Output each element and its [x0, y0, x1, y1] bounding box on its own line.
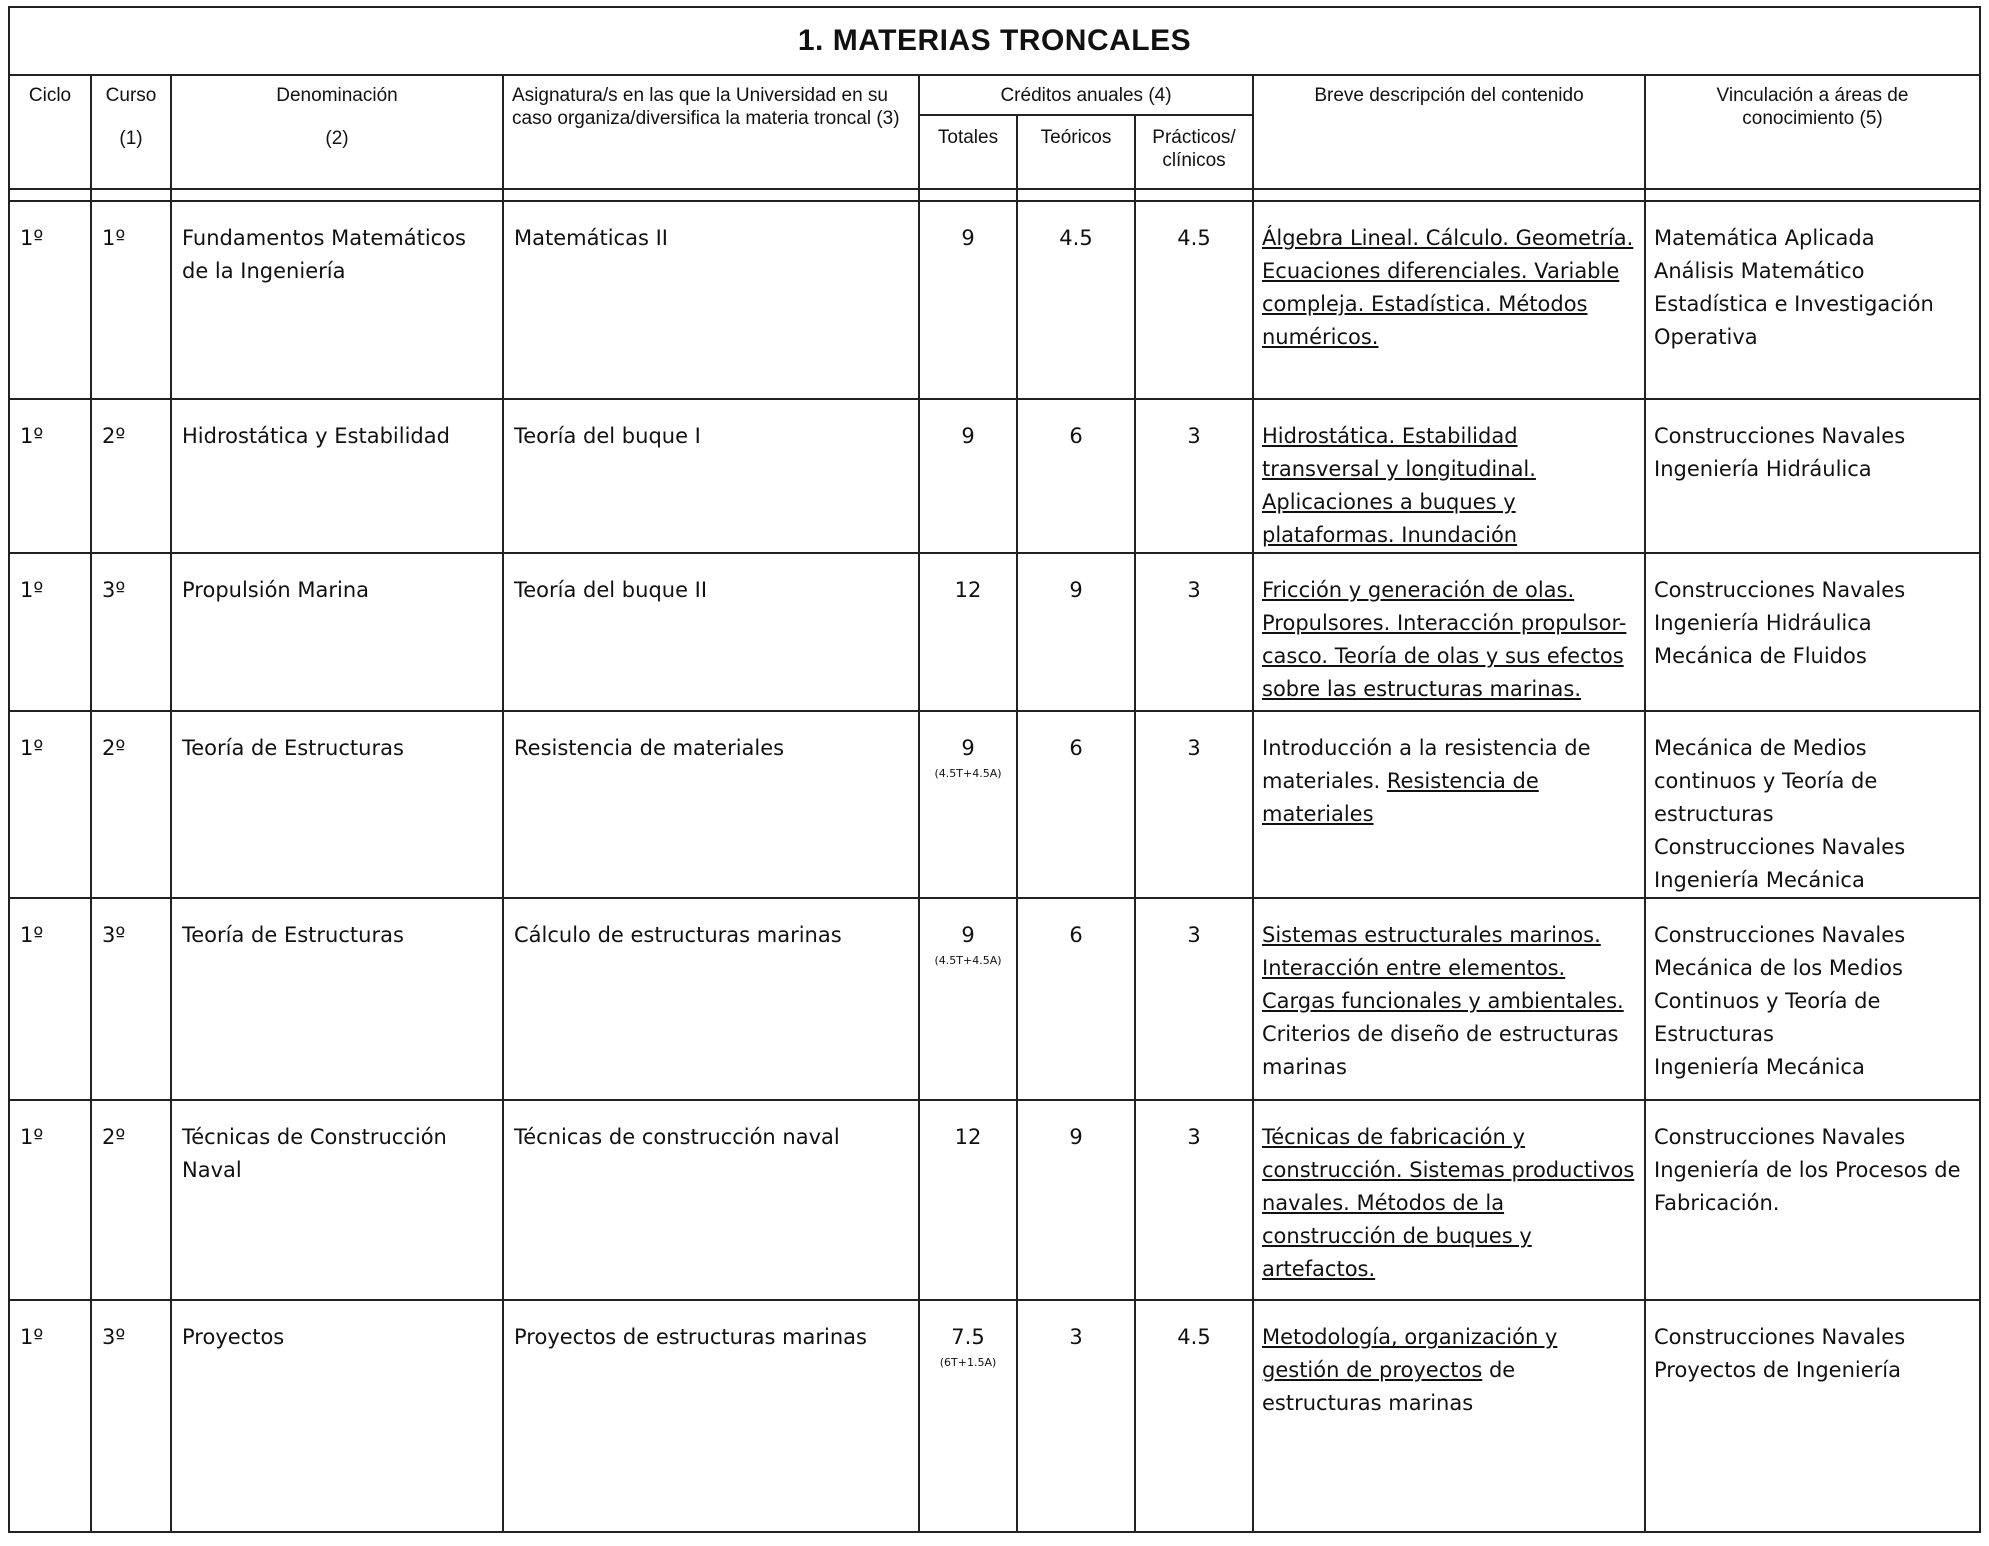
totales-value: 9: [961, 736, 975, 760]
cell-asignatura: Teoría del buque I: [503, 399, 919, 553]
cell-descripcion: [1253, 1100, 1645, 1300]
cell-vinculacion: [1645, 1300, 1980, 1532]
cell-asignatura: Resistencia de materiales: [503, 711, 919, 898]
cell-denominacion: Proyectos: [171, 1300, 503, 1532]
cell-ciclo: 1º: [9, 201, 91, 399]
area-item: Construcciones Navales: [1654, 424, 1906, 448]
cell-practicos: 4.5: [1135, 1300, 1253, 1532]
cell-denominacion: Técnicas de Construcción Naval: [171, 1100, 503, 1300]
cell-asignatura: Teoría del buque II: [503, 553, 919, 711]
cell-denominacion: Hidrostática y Estabilidad: [171, 399, 503, 553]
cell-descripcion: [1253, 1300, 1645, 1532]
descripcion-underlined: Hidrostática. Estabilidad transversal y longitudinal. Aplicaciones a buques y plataformas. Inundación: [1262, 424, 1536, 547]
cell-totales: [919, 201, 1017, 399]
area-item: Construcciones Navales: [1654, 1125, 1906, 1149]
totales-breakdown: (4.5T+4.5A): [934, 767, 1002, 780]
cell-ciclo: 1º: [9, 1100, 91, 1300]
cell-totales: [919, 711, 1017, 898]
area-item: Mecánica de Medios continuos y Teoría de estructuras: [1654, 736, 1878, 826]
cell-totales: [919, 898, 1017, 1100]
header-practicos: Prácticos/ clínicos: [1135, 115, 1253, 189]
cell-descripcion: [1253, 399, 1645, 553]
table-row: [9, 1300, 1980, 1532]
cell-practicos: 3: [1135, 711, 1253, 898]
cell-denominacion: Teoría de Estructuras: [171, 711, 503, 898]
header-denominacion-label: Denominación: [276, 85, 398, 106]
table-row: [9, 553, 1980, 711]
header-denominacion-note: (2): [325, 128, 349, 149]
cell-totales: [919, 1100, 1017, 1300]
cell-curso: 2º: [91, 1100, 171, 1300]
descripcion-underlined: Resistencia de materiales: [1262, 769, 1539, 826]
table-title: 1. MATERIAS TRONCALES: [9, 7, 1980, 75]
descripcion-text: Introducción a la resistencia de materiales.: [1262, 736, 1591, 793]
cell-totales: [919, 399, 1017, 553]
header-row-1: [9, 75, 1980, 115]
totales-value: 7.5: [951, 1325, 985, 1349]
cell-vinculacion: [1645, 201, 1980, 399]
descripcion-underlined: Fricción y generación de olas. Propulsores. Interacción propulsor-casco. Teoría de olas y sus efectos sobre las estructuras marinas.: [1262, 578, 1627, 701]
cell-vinculacion: [1645, 553, 1980, 711]
table-row: [9, 711, 1980, 898]
cell-asignatura: Matemáticas II: [503, 201, 919, 399]
area-item: Matemática Aplicada: [1654, 226, 1875, 250]
cell-teoricos: 9: [1017, 553, 1135, 711]
cell-descripcion: [1253, 553, 1645, 711]
cell-vinculacion: [1645, 1100, 1980, 1300]
area-item: Construcciones Navales: [1654, 578, 1906, 602]
header-teoricos: Teóricos: [1017, 115, 1135, 189]
header-creditos: Créditos anuales (4): [919, 75, 1253, 115]
cell-totales: [919, 1300, 1017, 1532]
header-vinculacion: Vinculación a áreas de conocimiento (5): [1645, 75, 1980, 189]
header-descripcion: Breve descripción del contenido: [1253, 75, 1645, 189]
cell-vinculacion: [1645, 399, 1980, 553]
cell-curso: 3º: [91, 553, 171, 711]
cell-ciclo: 1º: [9, 399, 91, 553]
area-item: Análisis Matemático: [1654, 259, 1865, 283]
area-item: Ingeniería Hidráulica: [1654, 611, 1872, 635]
cell-denominacion: Fundamentos Matemáticos de la Ingeniería: [171, 201, 503, 399]
totales-value: 12: [954, 578, 982, 602]
header-separator: [9, 189, 1980, 201]
cell-practicos: 3: [1135, 553, 1253, 711]
cell-descripcion: [1253, 711, 1645, 898]
cell-vinculacion: [1645, 898, 1980, 1100]
cell-descripcion: [1253, 201, 1645, 399]
header-totales: Totales: [919, 115, 1017, 189]
totales-breakdown: (4.5T+4.5A): [934, 954, 1002, 967]
cell-teoricos: 9: [1017, 1100, 1135, 1300]
area-item: Proyectos de Ingeniería: [1654, 1358, 1901, 1382]
descripcion-text: Criterios de diseño de estructuras marinas: [1262, 1022, 1619, 1079]
cell-totales: [919, 553, 1017, 711]
area-item: Ingeniería Mecánica: [1654, 868, 1865, 892]
cell-ciclo: 1º: [9, 553, 91, 711]
table-row: [9, 1100, 1980, 1300]
area-item: Mecánica de los Medios Continuos y Teoría de Estructuras: [1654, 956, 1903, 1046]
area-item: Mecánica de Fluidos: [1654, 644, 1867, 668]
header-ciclo: [9, 75, 91, 189]
table-row: [9, 201, 1980, 399]
area-item: Construcciones Navales: [1654, 1325, 1906, 1349]
cell-practicos: 4.5: [1135, 201, 1253, 399]
totales-value: 9: [961, 424, 975, 448]
cell-asignatura: Cálculo de estructuras marinas: [503, 898, 919, 1100]
cell-curso: 2º: [91, 711, 171, 898]
header-asignatura: Asignatura/s en las que la Universidad en su caso organiza/diversifica la materia troncal (3): [503, 75, 919, 189]
cell-teoricos: 3: [1017, 1300, 1135, 1532]
cell-asignatura: Técnicas de construcción naval: [503, 1100, 919, 1300]
cell-teoricos: 6: [1017, 898, 1135, 1100]
header-curso: [91, 75, 171, 189]
area-item: Construcciones Navales: [1654, 835, 1906, 859]
materias-troncales-table: [8, 6, 1981, 1533]
cell-practicos: 3: [1135, 898, 1253, 1100]
cell-descripcion: [1253, 898, 1645, 1100]
cell-vinculacion: [1645, 711, 1980, 898]
cell-teoricos: 4.5: [1017, 201, 1135, 399]
descripcion-underlined: Sistemas estructurales marinos. Interacción entre elementos. Cargas funcionales y ambientales.: [1262, 923, 1624, 1013]
totales-value: 9: [961, 923, 975, 947]
table-row: [9, 898, 1980, 1100]
cell-ciclo: 1º: [9, 1300, 91, 1532]
cell-ciclo: 1º: [9, 898, 91, 1100]
cell-teoricos: 6: [1017, 711, 1135, 898]
header-curso-label: Curso: [105, 85, 157, 106]
header-ciclo-label: Ciclo: [28, 85, 72, 106]
area-item: Ingeniería Hidráulica: [1654, 457, 1872, 481]
descripcion-underlined: Álgebra Lineal. Cálculo. Geometría. Ecuaciones diferenciales. Variable compleja. Estadística. Métodos numéricos.: [1262, 226, 1634, 349]
cell-denominacion: Teoría de Estructuras: [171, 898, 503, 1100]
totales-value: 12: [954, 1125, 982, 1149]
totales-value: 9: [961, 226, 975, 250]
title-row: [9, 7, 1980, 75]
table-row: [9, 399, 1980, 553]
descripcion-underlined: Metodología, organización y gestión de proyectos: [1262, 1325, 1558, 1382]
area-item: Estadística e Investigación Operativa: [1654, 292, 1934, 349]
cell-practicos: 3: [1135, 1100, 1253, 1300]
cell-denominacion: Propulsión Marina: [171, 553, 503, 711]
totales-breakdown: (6T+1.5A): [939, 1356, 997, 1369]
cell-curso: 3º: [91, 898, 171, 1100]
cell-teoricos: 6: [1017, 399, 1135, 553]
header-curso-note: (1): [119, 128, 143, 149]
descripcion-text: de estructuras marinas: [1262, 1358, 1516, 1415]
header-denominacion: [171, 75, 503, 189]
area-item: Construcciones Navales: [1654, 923, 1906, 947]
document-page: [8, 6, 1979, 1540]
area-item: Ingeniería Mecánica: [1654, 1055, 1865, 1079]
cell-practicos: 3: [1135, 399, 1253, 553]
cell-asignatura: Proyectos de estructuras marinas: [503, 1300, 919, 1532]
area-item: Ingeniería de los Procesos de Fabricación.: [1654, 1158, 1961, 1215]
descripcion-underlined: Técnicas de fabricación y construcción. Sistemas productivos navales. Métodos de la construcción de buques y artefactos.: [1262, 1125, 1635, 1281]
cell-ciclo: 1º: [9, 711, 91, 898]
cell-curso: 1º: [91, 201, 171, 399]
cell-curso: 2º: [91, 399, 171, 553]
cell-curso: 3º: [91, 1300, 171, 1532]
